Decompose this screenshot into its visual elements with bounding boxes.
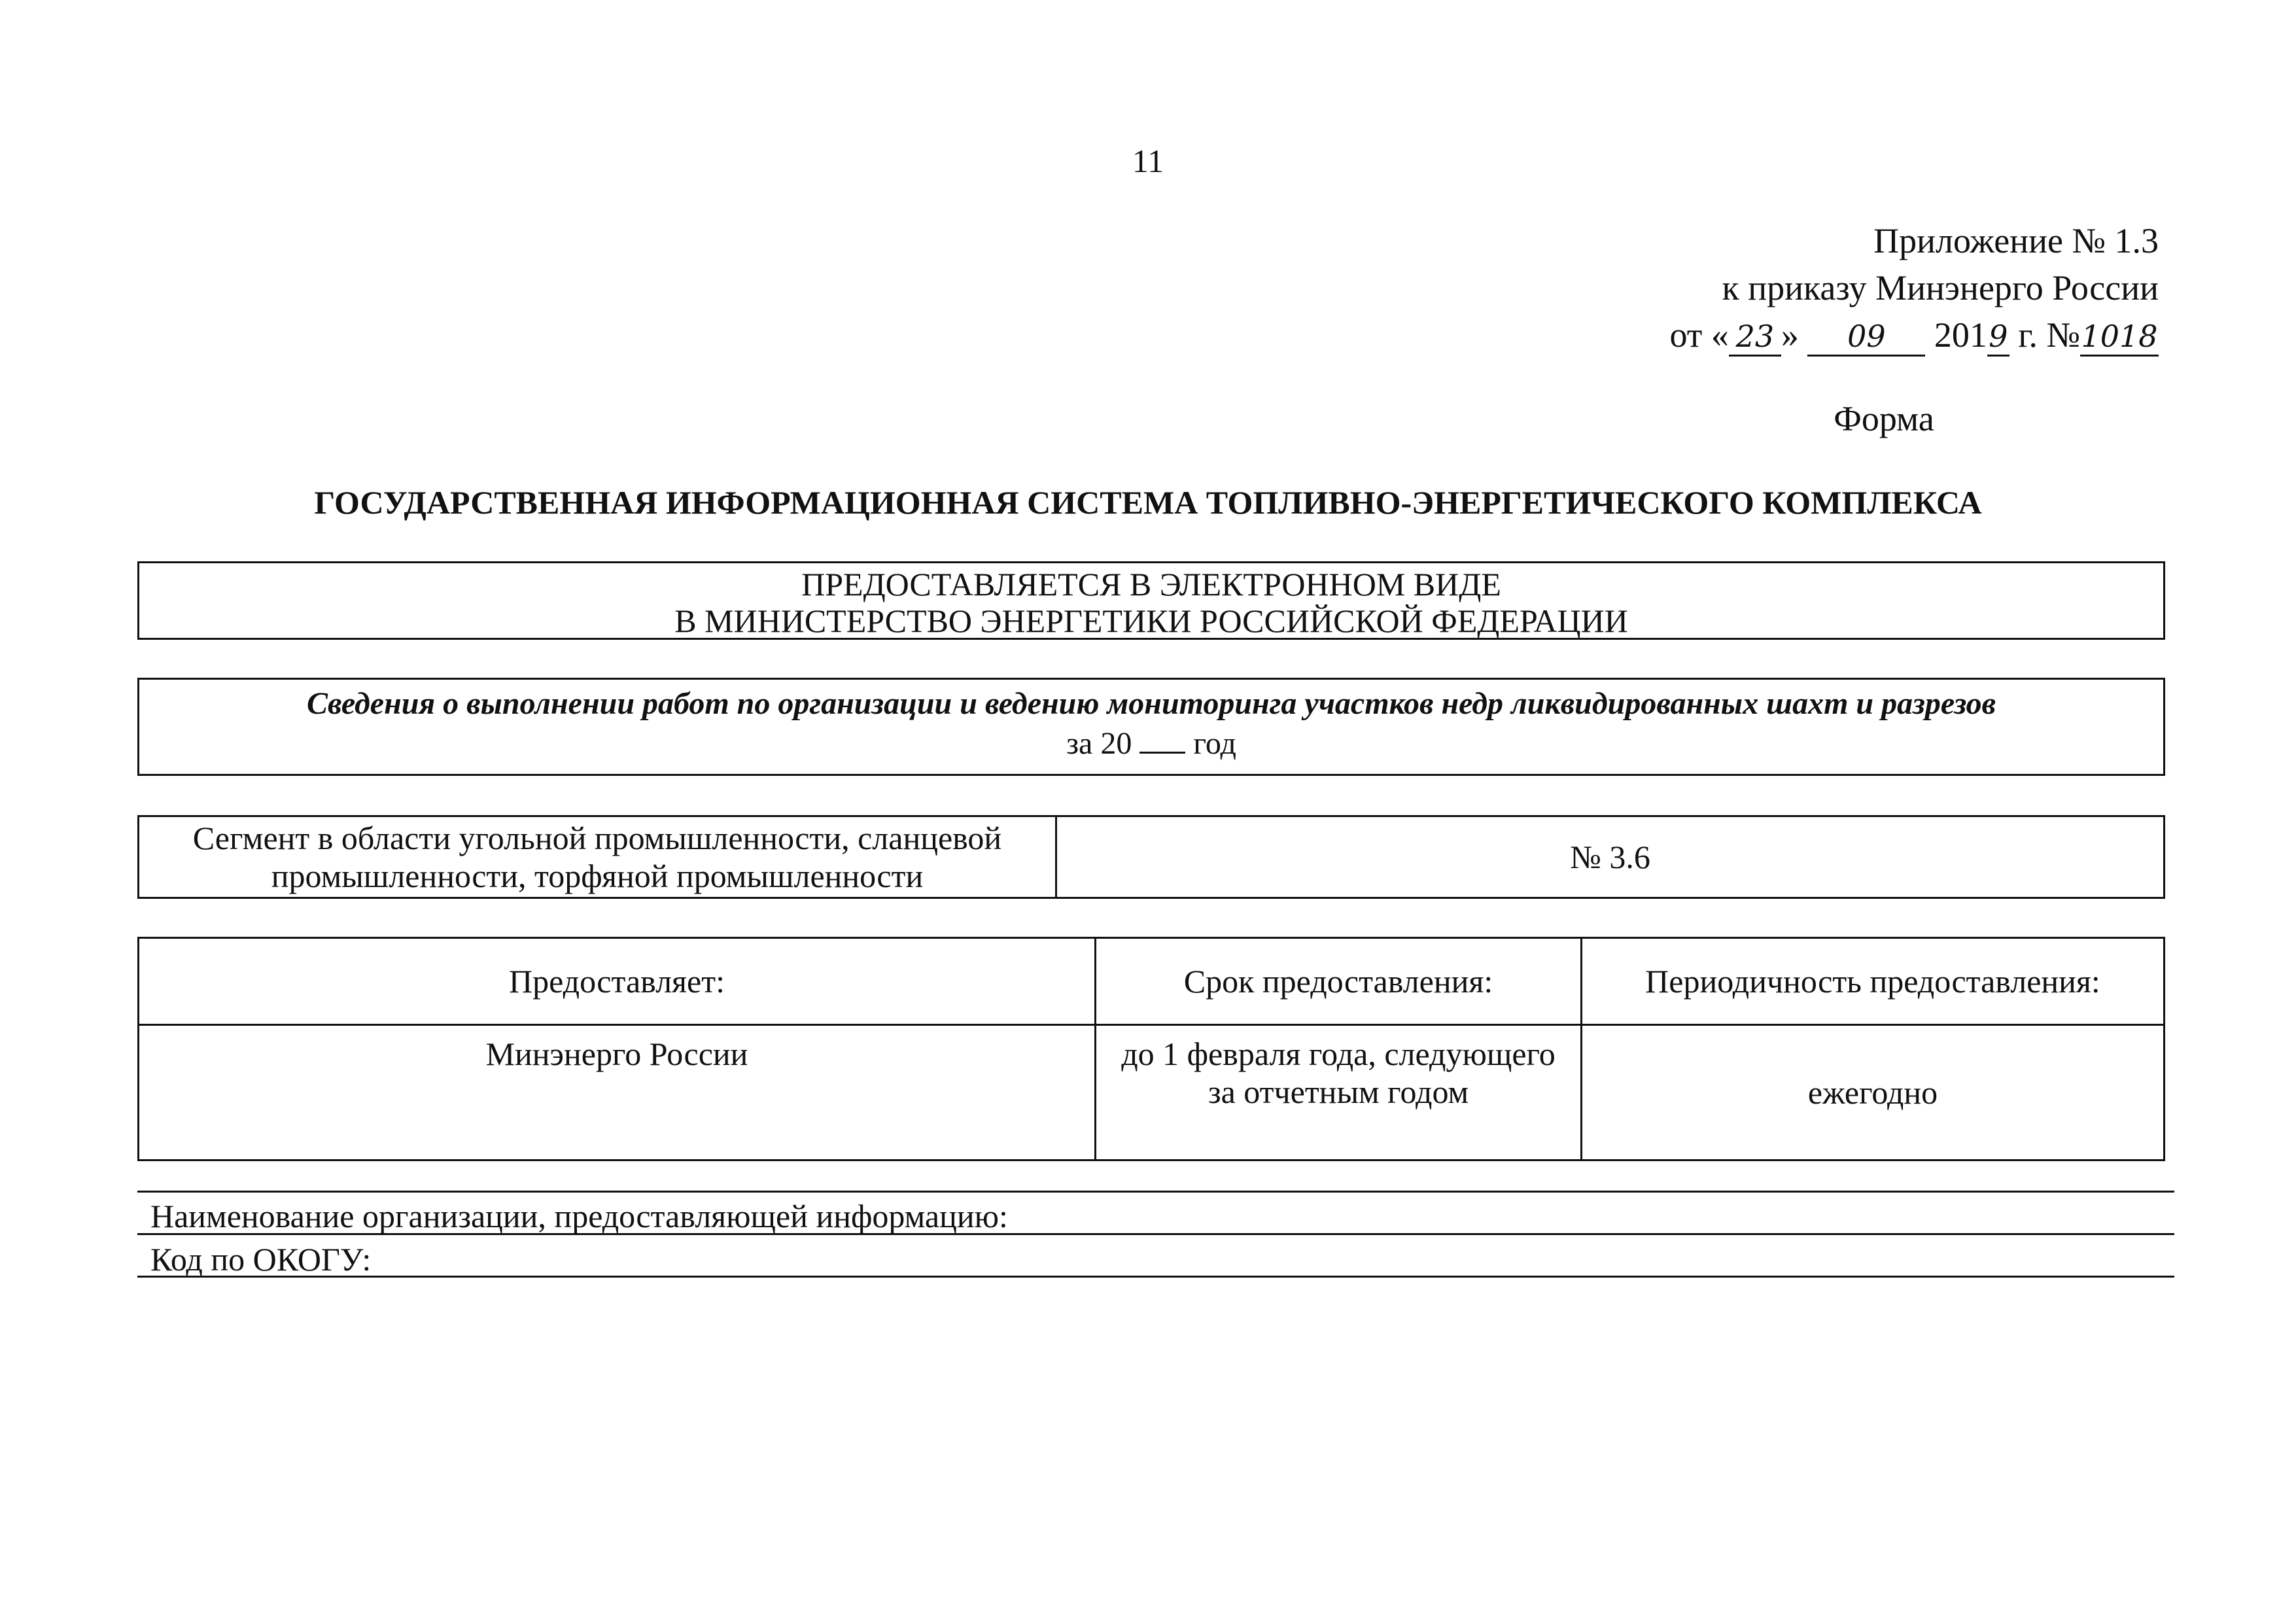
segment-label-cell [139, 816, 1056, 898]
periodicity-value: ежегодно [1582, 1025, 2165, 1161]
field-divider-top [137, 1191, 2174, 1193]
report-year-line [139, 723, 2163, 763]
year-suffix: г. № [2009, 315, 2080, 355]
date-prefix: от « [1669, 315, 1729, 355]
electronic-line-2: В МИНИСТЕРСТВО ЭНЕРГЕТИКИ РОССИЙСКОЙ ФЕДЕРАЦИИ [674, 602, 1628, 639]
form-label: Форма [1834, 399, 1934, 438]
submission-info-table [137, 937, 2165, 1161]
appendix-order-date [1439, 311, 2159, 358]
report-title-box [137, 678, 2165, 776]
report-year-prefix: за 20 [1066, 726, 1132, 761]
segment-number: № 3.6 [1056, 816, 2165, 898]
segment-table [137, 815, 2165, 899]
segment-row [139, 816, 2165, 898]
segment-label-line-2: промышленности, торфяной промышленности [271, 858, 924, 894]
header-provider: Предоставляет: [139, 938, 1096, 1025]
report-title: Сведения о выполнении работ по организации и ведению мониторинга участков недр ликвидированных шахт и разрезов [306, 686, 1996, 721]
segment-label-line-1: Сегмент в области угольной промышленности, сланцевой [192, 820, 1002, 856]
field-divider-middle [137, 1233, 2174, 1235]
electronic-submission-box [137, 561, 2165, 640]
deadline-value [1096, 1025, 1582, 1161]
info-body-row [139, 1025, 2165, 1161]
system-title: ГОСУДАРСТВЕННАЯ ИНФОРМАЦИОННАЯ СИСТЕМА ТОПЛИВНО-ЭНЕРГЕТИЧЕСКОГО КОМПЛЕКСА [314, 484, 1982, 521]
appendix-header [1439, 217, 2159, 358]
okogu-code-field[interactable]: Код по ОКОГУ: [150, 1241, 372, 1278]
deadline-line-1: до 1 февраля года, следующего [1121, 1036, 1556, 1072]
electronic-line-1: ПРЕДОСТАВЛЯЕТСЯ В ЭЛЕКТРОННОМ ВИДЕ [801, 566, 1501, 602]
field-divider-bottom [137, 1276, 2174, 1278]
header-periodicity: Периодичность предоставления: [1582, 938, 2165, 1025]
year-prefix: 201 [1934, 315, 1987, 355]
info-header-row [139, 938, 2165, 1025]
handwritten-year-digit: 9 [1987, 318, 2009, 357]
handwritten-order-number: 1018 [2080, 318, 2159, 357]
appendix-order-reference: к приказу Минэнерго России [1722, 268, 2159, 307]
handwritten-day: 23 [1729, 318, 1781, 357]
page-number: 11 [1132, 143, 1164, 179]
report-year-suffix: год [1193, 726, 1236, 761]
date-mid: » [1781, 315, 1799, 355]
organization-name-field[interactable]: Наименование организации, предоставляющей информацию: [150, 1198, 1008, 1234]
appendix-title: Приложение № 1.3 [1873, 221, 2159, 260]
header-deadline: Срок предоставления: [1096, 938, 1582, 1025]
handwritten-month: 09 [1807, 318, 1925, 357]
provider-value: Минэнерго России [139, 1025, 1096, 1161]
deadline-line-2: за отчетным годом [1208, 1073, 1469, 1110]
report-year-blank [1139, 723, 1185, 754]
